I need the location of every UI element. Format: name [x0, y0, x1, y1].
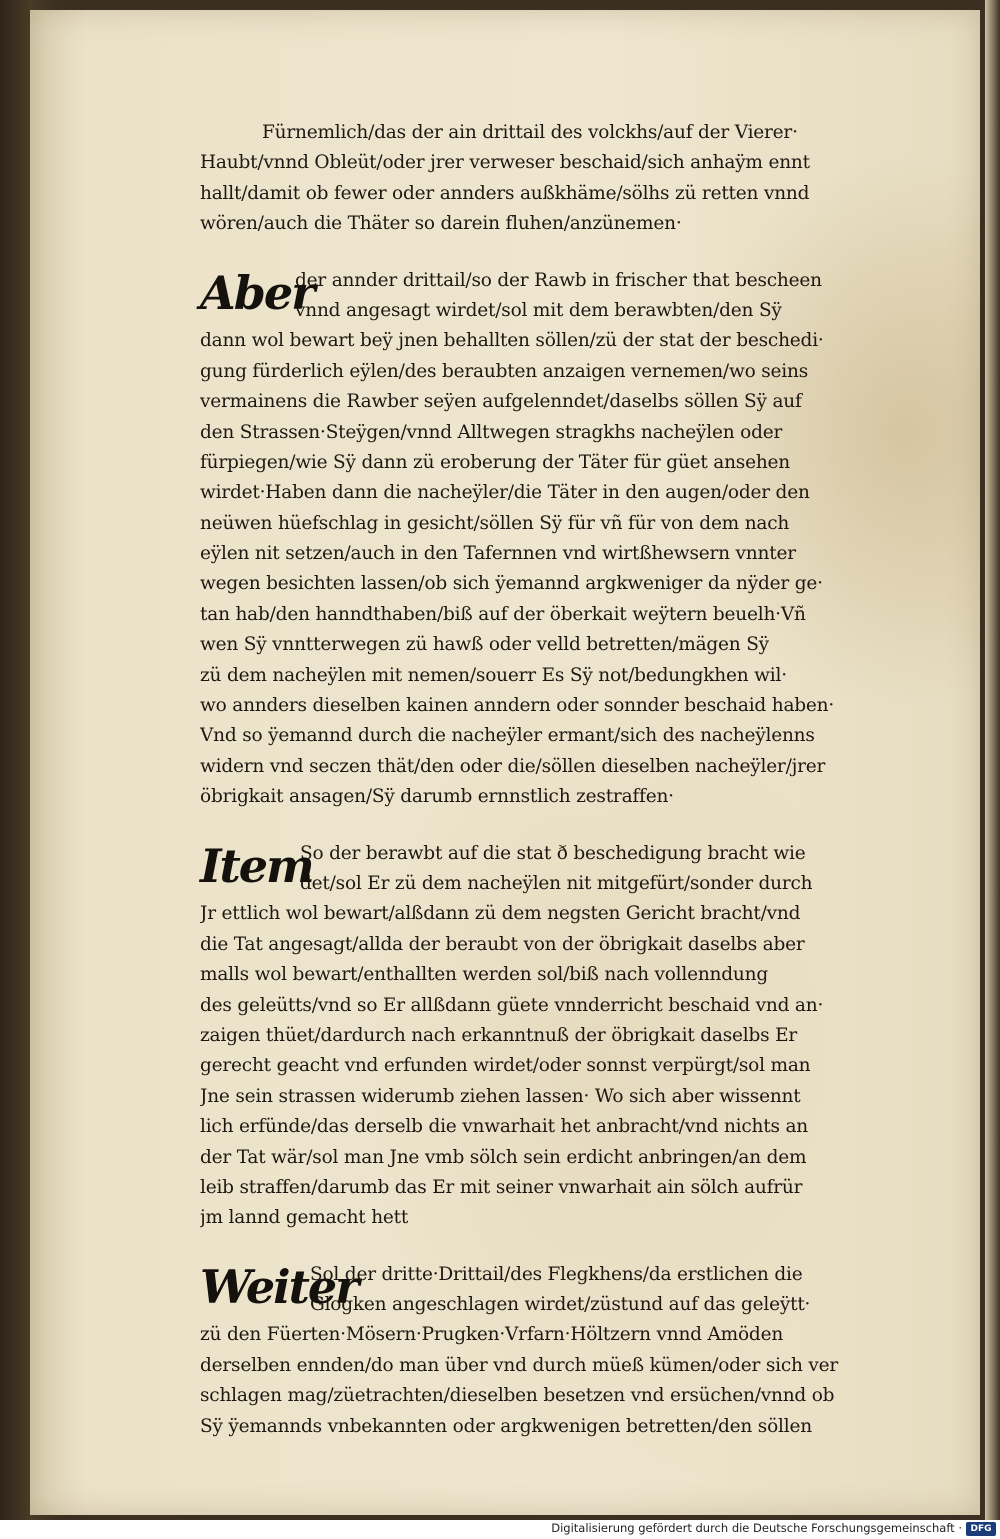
text-line: den Strassen·Steÿgen/vnnd Alltwegen stragkhs nacheÿlen oder [200, 421, 783, 443]
text-line: derselben ennden/do man über vnd durch müeß kümen/oder sich ver [200, 1354, 839, 1376]
text-line: Sol der dritte·Drittail/des Flegkhens/da erstlichen die [310, 1263, 803, 1285]
paragraph-2 [200, 266, 915, 813]
funding-notice: Digitalisierung gefördert durch die Deutsche Forschungsgemeinschaft · [551, 1521, 962, 1535]
text-line: neüwen hüefschlag in gesicht/söllen Sÿ für vñ für von dem nach [200, 512, 790, 534]
text-line: schlagen mag/züetrachten/dieselben besetzen vnd ersüchen/vnnd ob [200, 1385, 835, 1407]
digitization-footer [0, 1520, 1000, 1539]
page-edge [985, 0, 1000, 1520]
page-text [200, 118, 915, 1468]
text-line: zaigen thüet/dardurch nach erkanntnuß der öbrigkait daselbs Er [200, 1024, 798, 1046]
text-line: des geleütts/vnd so Er allßdann güete vnnderricht beschaid vnd an· [200, 994, 824, 1016]
text-line: der Tat wär/sol man Jne vmb sölch sein erdicht anbringen/an dem [200, 1146, 807, 1168]
text-line: widern vnd seczen thät/den oder die/söllen dieselben nacheÿler/jrer [200, 755, 826, 777]
text-line: leib straffen/darumb das Er mit seiner vnwarhait ain sölch aufrür [200, 1176, 803, 1198]
text-line: die Tat angesagt/allda der beraubt von der öbrigkait daselbs aber [200, 933, 805, 955]
text-line: zü dem nacheÿlen mit nemen/souerr Es Sÿ not/bedungkhen wil· [200, 664, 787, 686]
paragraph-3 [200, 839, 915, 1234]
text-line: wören/auch die Thäter so darein fluhen/anzünemen· [200, 213, 682, 235]
text-line: gung fürderlich eÿlen/des beraubten anzaigen vernemen/wo seins [200, 360, 808, 382]
text-line: Jne sein strassen widerumb ziehen lassen· Wo sich aber wissennt [200, 1085, 801, 1107]
text-line: hallt/damit ob fewer oder annders außkhäme/sölhs zü retten vnnd [200, 182, 810, 204]
initial-word-weiter: Weiter [200, 1259, 358, 1314]
text-line: eÿlen nit setzen/auch in den Tafernnen vnd wirtßhewsern vnnter [200, 543, 796, 565]
text-line: vermainens die Rawber seÿen aufgelenndet/daselbs söllen Sÿ auf [200, 391, 802, 413]
text-line: malls wol bewart/enthallten werden sol/biß nach vollenndung [200, 964, 768, 986]
text-line: wegen besichten lassen/ob sich ÿemannd argkweniger da nÿder ge· [200, 573, 823, 595]
text-line: Fürnemlich/das der ain drittail des volckhs/auf der Vierer· [262, 122, 798, 143]
text-line: der annder drittail/so der Rawb in frischer that bescheen [295, 269, 822, 291]
text-line: So der berawbt auf die stat ð beschedigung bracht wie [300, 842, 806, 864]
paragraph-4 [200, 1260, 915, 1442]
text-line: gerecht geacht vnd erfunden wirdet/oder sonnst verpürgt/sol man [200, 1055, 811, 1077]
text-line: wirdet·Haben dann die nacheÿler/die Täter in den augen/oder den [200, 482, 810, 504]
text-line: Jr ettlich wol bewart/alßdann zü dem negsten Gericht bracht/vnd [200, 903, 801, 925]
initial-word-item: Item [200, 838, 313, 893]
text-line: Glogken angeschlagen wirdet/züstund auf das geleÿtt· [310, 1294, 811, 1316]
dfg-logo: DFG [966, 1522, 996, 1536]
text-line: Vnd so ÿemannd durch die nacheÿler ermant/sich des nacheÿlenns [200, 725, 815, 747]
text-line: öbrigkait ansagen/Sÿ darumb ernnstlich zestraffen· [200, 786, 674, 808]
text-line: vnnd angesagt wirdet/sol mit dem berawbten/den Sÿ [295, 299, 782, 321]
text-line: zü den Füerten·Mösern·Prugken·Vrfarn·Höltzern vnnd Amöden [200, 1324, 784, 1346]
text-line: Sÿ ÿemannds vnbekannten oder argkwenigen betretten/den söllen [200, 1415, 812, 1437]
text-line: lich erfünde/das derselb die vnwarhait het anbracht/vnd nichts an [200, 1116, 809, 1138]
text-line: det/sol Er zü dem nacheÿlen nit mitgefürt/sonder durch [300, 872, 813, 894]
text-line: wen Sÿ vnntterwegen zü hawß oder velld betretten/mägen Sÿ [200, 634, 769, 656]
text-line: Haubt/vnnd Obleüt/oder jrer verweser beschaid/sich anhaÿm ennt [200, 152, 810, 174]
text-line: fürpiegen/wie Sÿ dann zü eroberung der Täter für güet ansehen [200, 451, 791, 473]
text-line: dann wol bewart beÿ jnen behallten söllen/zü der stat der beschedi· [200, 330, 824, 352]
paragraph-1 [200, 118, 915, 240]
text-line: tan hab/den hanndthaben/biß auf der öberkait weÿtern beuelh·Vñ [200, 603, 806, 625]
text-line: jm lannd gemacht hett [200, 1207, 409, 1229]
initial-word-aber: Aber [200, 265, 314, 320]
text-line: wo annders dieselben kainen anndern oder sonnder beschaid haben· [200, 695, 835, 717]
